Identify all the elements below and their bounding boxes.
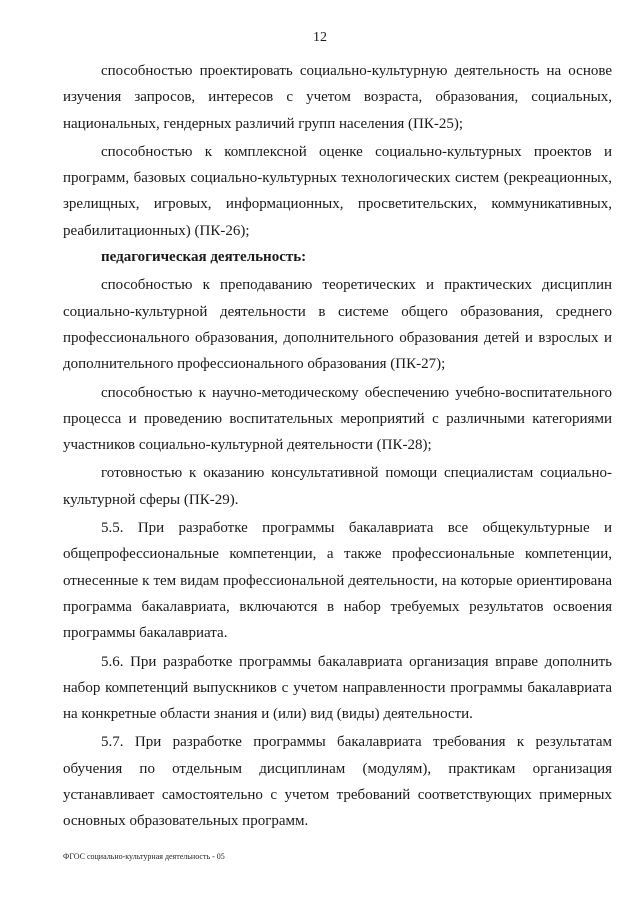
page-footer: ФГОС социально-культурная деятельность - 05 <box>63 852 225 861</box>
paragraph-5-5: 5.5. При разработке программы бакалавриата все общекультурные и общепрофессиональные компетенции, а также профессиональные компетенции, отнесенные к тем видам профессиональной деятельности, на которые ориентирована программа бакалавриата, включаются в набор требуемых результатов освоения программы бакалавриата. <box>63 520 612 642</box>
document-body <box>63 58 612 835</box>
paragraph-pk28: способностью к научно-методическому обеспечению учебно-воспитательного процесса и проведению воспитательных мероприятий с различными категориями участников социально-культурной деятельности (ПК-28); <box>63 384 612 454</box>
section-heading-pedagogical: педагогическая деятельность: <box>101 249 307 266</box>
paragraph-pk26: способностью к комплексной оценке социально-культурных проектов и программ, базовых социально-культурных технологических систем (рекреационных, зрелищных, игровых, информационных, просветительских, коммуникативных, реабилитационных) (ПК-26); <box>63 143 612 239</box>
paragraph-pk29: готовностью к оказанию консультативной помощи специалистам социально-культурной сферы (ПК-29). <box>63 465 612 508</box>
paragraph-pk27: способностью к преподаванию теоретических и практических дисциплин социально-культурной деятельности в системе общего образования, среднего профессионального образования, дополнительного образования детей и взрослых и дополнительного профессионального образования (ПК-27); <box>63 277 612 373</box>
paragraph-5-6: 5.6. При разработке программы бакалавриата организация вправе дополнить набор компетенций выпускников с учетом направленности программы бакалавриата на конкретные области знания и (или) вид (виды) деятельности. <box>63 653 612 723</box>
paragraph-5-7: 5.7. При разработке программы бакалавриата требования к результатам обучения по отдельным дисциплинам (модулям), практикам организация устанавливает самостоятельно с учетом требований соответствующих примерных основных образовательных программ. <box>63 734 612 830</box>
paragraph-pk25: способностью проектировать социально-культурную деятельность на основе изучения запросов, интересов с учетом возраста, образования, социальных, национальных, гендерных различий групп населения (ПК-25); <box>63 63 612 132</box>
page-number: 12 <box>313 30 327 45</box>
